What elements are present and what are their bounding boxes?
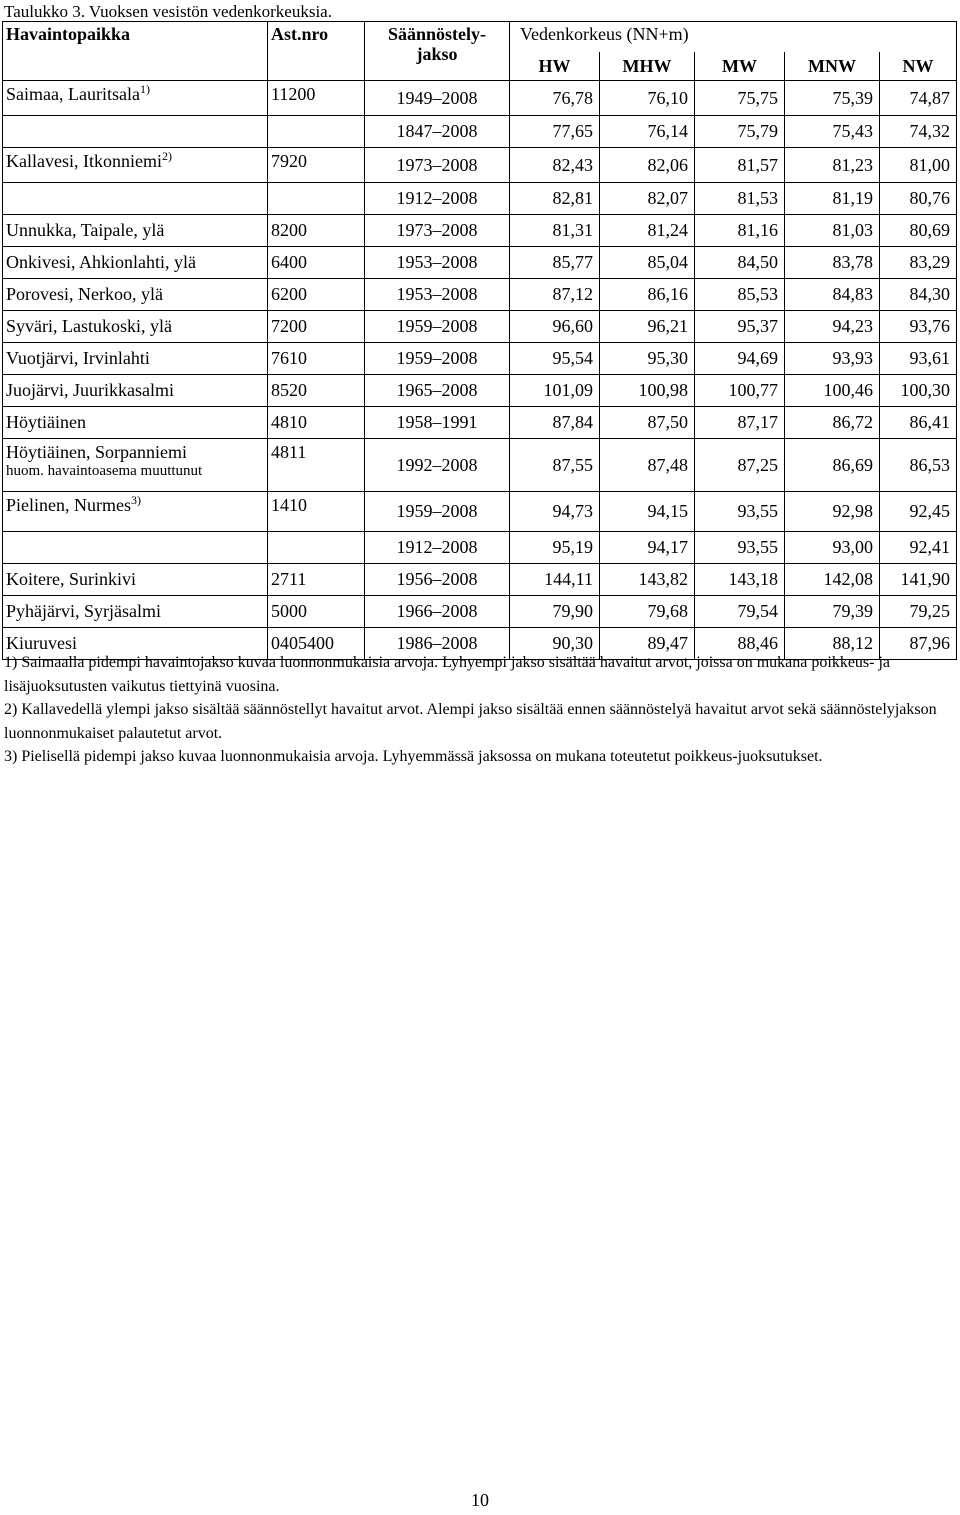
table-header [3,22,957,81]
cell-value: 81,57 [695,147,785,182]
place-name: Kallavesi, Itkonniemi [6,150,162,171]
cell-value: 79,90 [510,595,600,627]
cell-nro [268,531,365,563]
cell-value: 83,29 [880,246,957,278]
cell-value: 87,12 [510,278,600,310]
place-name: Höytiäinen, Sorpanniemi [6,441,187,462]
cell-value: 79,39 [785,595,880,627]
cell-period: 1973–2008 [365,214,510,246]
cell-nro: 1410 [268,491,365,531]
cell-value: 74,32 [880,115,957,147]
cell-period: 1965–2008 [365,374,510,406]
cell-value: 75,75 [695,80,785,115]
cell-value: 84,30 [880,278,957,310]
cell-value: 76,14 [600,115,695,147]
place-name: Kiuruvesi [6,633,77,653]
cell-value: 87,25 [695,438,785,491]
place-name: Onkivesi, Ahkionlahti, ylä [6,252,196,272]
cell-value: 100,77 [695,374,785,406]
cell-place [3,246,268,278]
cell-value: 143,18 [695,563,785,595]
cell-place [3,406,268,438]
cell-value: 76,10 [600,80,695,115]
cell-value: 84,83 [785,278,880,310]
cell-value: 92,41 [880,531,957,563]
cell-value: 81,16 [695,214,785,246]
cell-value: 96,21 [600,310,695,342]
cell-value: 81,00 [880,147,957,182]
cell-value: 83,78 [785,246,880,278]
table-row [3,406,957,438]
table-row [3,115,957,147]
place-name: Pyhäjärvi, Syrjäsalmi [6,601,161,621]
cell-value: 81,03 [785,214,880,246]
cell-value: 144,11 [510,563,600,595]
cell-value: 93,55 [695,491,785,531]
header-period-line1: Säännöstely- [387,24,486,44]
place-name: Juojärvi, Juurikkasalmi [6,380,174,400]
cell-period: 1953–2008 [365,246,510,278]
water-level-table [2,21,957,660]
cell-period: 1912–2008 [365,182,510,214]
cell-value: 100,30 [880,374,957,406]
cell-value: 93,61 [880,342,957,374]
cell-nro [268,115,365,147]
cell-value: 79,68 [600,595,695,627]
cell-place [3,310,268,342]
cell-period: 1847–2008 [365,115,510,147]
table-row [3,147,957,182]
place-name: Höytiäinen [6,412,86,432]
cell-value: 94,17 [600,531,695,563]
cell-nro: 0405400 [268,627,365,659]
cell-value: 95,30 [600,342,695,374]
cell-value: 81,31 [510,214,600,246]
cell-value: 93,93 [785,342,880,374]
cell-value: 74,87 [880,80,957,115]
header-col-mw: MW [695,52,785,80]
header-col-mhw: MHW [600,52,695,80]
header-col-mnw: MNW [785,52,880,80]
cell-value: 87,50 [600,406,695,438]
cell-value: 86,53 [880,438,957,491]
place-name: Unnukka, Taipale, ylä [6,220,165,240]
cell-period: 1959–2008 [365,310,510,342]
cell-value: 93,55 [695,531,785,563]
header-period [365,22,510,81]
cell-value: 94,69 [695,342,785,374]
cell-value: 86,69 [785,438,880,491]
cell-nro: 4810 [268,406,365,438]
cell-period: 1956–2008 [365,563,510,595]
cell-place [3,342,268,374]
cell-value: 87,96 [880,627,957,659]
cell-value: 80,69 [880,214,957,246]
table-row [3,80,957,115]
cell-value: 85,04 [600,246,695,278]
table-row [3,531,957,563]
cell-value: 88,12 [785,627,880,659]
cell-period: 1949–2008 [365,80,510,115]
cell-nro: 8200 [268,214,365,246]
cell-value: 87,55 [510,438,600,491]
cell-value: 87,17 [695,406,785,438]
footnote-3: 3) Pielisellä pidempi jakso kuvaa luonnonmukaisia arvoja. Lyhyemmässä jaksossa on mukana toteutetut poikkeus-juoksutukset. [4,748,823,765]
footnote-marker: 1) [139,81,150,96]
cell-value: 94,23 [785,310,880,342]
cell-value: 96,60 [510,310,600,342]
cell-value: 92,98 [785,491,880,531]
header-period-line2: jakso [416,44,458,64]
table-row [3,595,957,627]
cell-value: 88,46 [695,627,785,659]
table-row [3,563,957,595]
cell-value: 92,45 [880,491,957,531]
footnotes [4,651,959,769]
cell-nro: 5000 [268,595,365,627]
place-name: Koitere, Surinkivi [6,569,136,589]
cell-value: 85,53 [695,278,785,310]
page-number: 10 [471,1490,489,1510]
cell-value: 141,90 [880,563,957,595]
cell-period: 1973–2008 [365,147,510,182]
cell-period: 1959–2008 [365,342,510,374]
cell-value: 87,84 [510,406,600,438]
footnote-marker: 2) [161,148,172,163]
table-row [3,182,957,214]
cell-period: 1986–2008 [365,627,510,659]
cell-value: 142,08 [785,563,880,595]
cell-period: 1958–1991 [365,406,510,438]
table-row [3,246,957,278]
cell-nro: 2711 [268,563,365,595]
table-row [3,214,957,246]
header-col-hw: HW [510,52,600,80]
cell-nro: 7920 [268,147,365,182]
cell-value: 75,79 [695,115,785,147]
cell-period: 1992–2008 [365,438,510,491]
cell-place [3,491,268,531]
cell-nro: 8520 [268,374,365,406]
station-note: huom. havaintoasema muuttunut [6,462,203,479]
table-row [3,438,957,491]
table-row [3,310,957,342]
cell-value: 95,54 [510,342,600,374]
place-name: Pielinen, Nurmes [6,494,131,515]
cell-value: 76,78 [510,80,600,115]
cell-nro: 4811 [268,438,365,491]
cell-value: 93,76 [880,310,957,342]
header-place: Havaintopaikka [3,22,268,81]
footnote-1: 1) Saimaalla pidempi havaintojakso kuvaa luonnonmukaisia arvoja. Lyhyempi jakso sisältää havaitut arvot, joissa on mukana poikkeus- ja lisäjuoksutusten vaikutus tiettyinä vuosina. [4,654,891,695]
cell-nro: 7610 [268,342,365,374]
header-nro: Ast.nro [268,22,365,81]
cell-value: 100,98 [600,374,695,406]
cell-value: 80,76 [880,182,957,214]
cell-value: 75,43 [785,115,880,147]
cell-place [3,147,268,182]
place-name: Vuotjärvi, Irvinlahti [6,348,150,368]
cell-value: 86,72 [785,406,880,438]
table-row [3,374,957,406]
cell-place [3,182,268,214]
place-name: Porovesi, Nerkoo, ylä [6,284,163,304]
header-group: Vedenkorkeus (NN+m) [510,22,957,53]
cell-place [3,595,268,627]
cell-value: 101,09 [510,374,600,406]
table-body [3,80,957,659]
cell-value: 81,24 [600,214,695,246]
cell-place [3,80,268,115]
cell-period: 1966–2008 [365,595,510,627]
cell-value: 87,48 [600,438,695,491]
cell-value: 81,19 [785,182,880,214]
cell-place [3,214,268,246]
place-name: Saimaa, Lauritsala [6,83,140,104]
cell-value: 85,77 [510,246,600,278]
cell-value: 90,30 [510,627,600,659]
cell-value: 84,50 [695,246,785,278]
cell-period: 1953–2008 [365,278,510,310]
cell-period: 1959–2008 [365,491,510,531]
cell-value: 95,19 [510,531,600,563]
cell-place [3,563,268,595]
table-row [3,491,957,531]
cell-value: 81,53 [695,182,785,214]
cell-value: 82,81 [510,182,600,214]
cell-value: 86,41 [880,406,957,438]
cell-value: 94,73 [510,491,600,531]
cell-place [3,531,268,563]
cell-nro: 6200 [268,278,365,310]
table-row [3,278,957,310]
cell-value: 93,00 [785,531,880,563]
cell-value: 82,06 [600,147,695,182]
cell-place [3,438,268,491]
header-col-nw: NW [880,52,957,80]
cell-value: 100,46 [785,374,880,406]
cell-value: 79,25 [880,595,957,627]
cell-value: 77,65 [510,115,600,147]
place-name: Syväri, Lastukoski, ylä [6,316,172,336]
cell-value: 79,54 [695,595,785,627]
cell-nro [268,182,365,214]
table-row [3,342,957,374]
footnote-2: 2) Kallavedellä ylempi jakso sisältää säännöstellyt havaitut arvot. Alempi jakso sisältää ennen säännöstelyä havaitut arvot sekä säännöstelyjakson luonnonmukaiset palautetut arvot. [4,701,937,742]
cell-value: 86,16 [600,278,695,310]
cell-value: 82,07 [600,182,695,214]
footnote-marker: 3) [130,492,141,507]
cell-value: 143,82 [600,563,695,595]
table-caption: Taulukko 3. Vuoksen vesistön vedenkorkeuksia. [4,2,332,21]
cell-nro: 6400 [268,246,365,278]
cell-place [3,115,268,147]
cell-value: 81,23 [785,147,880,182]
cell-place [3,278,268,310]
cell-value: 75,39 [785,80,880,115]
cell-value: 82,43 [510,147,600,182]
cell-period: 1912–2008 [365,531,510,563]
cell-value: 94,15 [600,491,695,531]
cell-value: 89,47 [600,627,695,659]
cell-place [3,374,268,406]
cell-value: 95,37 [695,310,785,342]
cell-nro: 11200 [268,80,365,115]
cell-nro: 7200 [268,310,365,342]
